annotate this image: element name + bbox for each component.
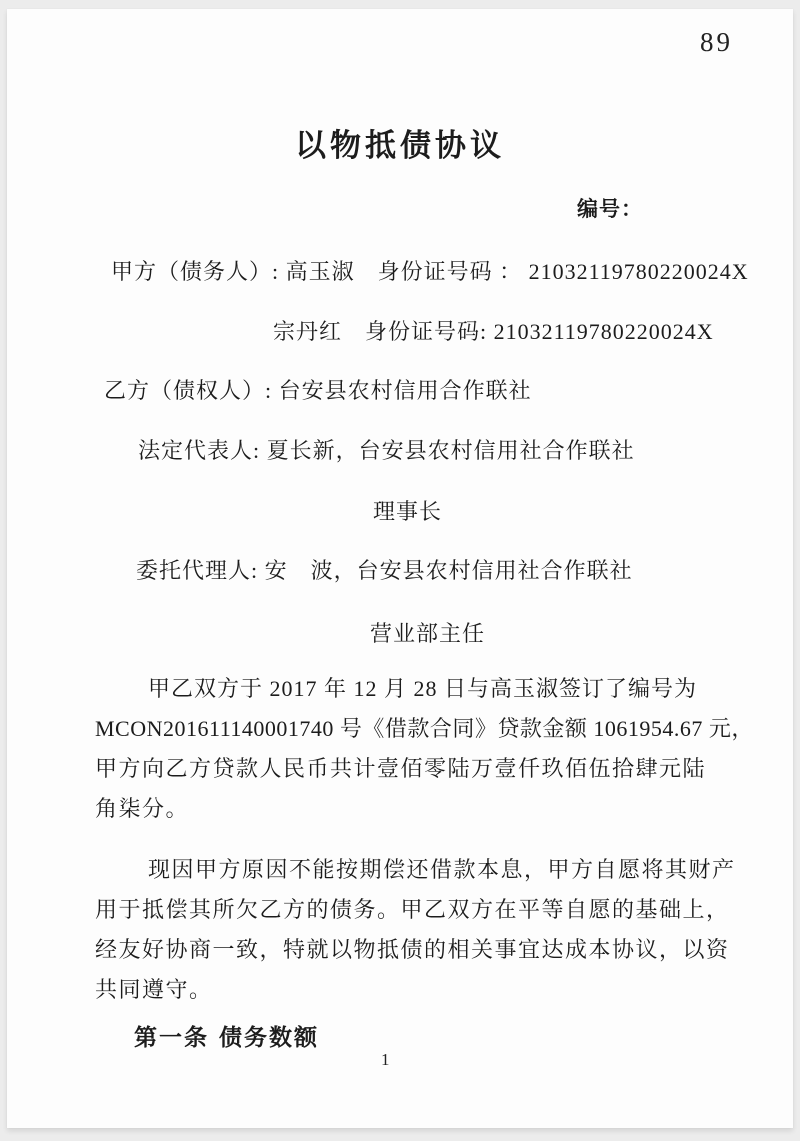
paragraph1-line2: MCON201611140001740 号《借款合同》贷款金额 1061954.67 元， [95, 716, 754, 741]
legal-representative-line: 法定代表人: 夏长新，台安县农村信用社合作联社 [138, 438, 635, 463]
scan-corner-page-number: 89 [700, 27, 733, 57]
party-a-line: 甲方（债务人）: 高玉淑 身份证号码 ： 21032119780220024X [111, 259, 749, 284]
party-b-line: 乙方（债权人）: 台安县农村信用合作联社 [104, 378, 532, 403]
document-page [7, 9, 793, 1128]
party-a-second-person-line: 宗丹红 身份证号码: 21032119780220024X [273, 319, 714, 344]
paragraph2-line3: 经友好协商一致，特就以物抵债的相关事宜达成本协议，以资 [95, 937, 730, 962]
paragraph1-line1: 甲乙双方于 2017 年 12 月 28 日与高玉淑签订了编号为 [148, 676, 698, 701]
paragraph1-line3: 甲方向乙方贷款人民币共计壹佰零陆万壹仟玖佰伍拾肆元陆 [95, 756, 707, 781]
footer-page-number: 1 [381, 1050, 390, 1069]
entrusted-agent-line: 委托代理人: 安 波，台安县农村信用社合作联社 [136, 558, 633, 583]
legal-representative-title-line: 理事长 [373, 499, 443, 524]
paragraph2-line1: 现因甲方原因不能按期偿还借款本息，甲方自愿将其财产 [148, 857, 736, 882]
paragraph2-line4: 共同遵守。 [95, 977, 213, 1002]
paragraph1-line4: 角柒分。 [95, 796, 190, 821]
section-1-heading: 第一条 债务数额 [134, 1025, 320, 1051]
document-number-label: 编号： [577, 197, 643, 221]
entrusted-agent-title-line: 营业部主任 [370, 621, 486, 646]
document-title: 以物抵债协议 [295, 128, 505, 164]
paragraph2-line2: 用于抵偿其所欠乙方的债务。甲乙双方在平等自愿的基础上， [95, 897, 730, 922]
